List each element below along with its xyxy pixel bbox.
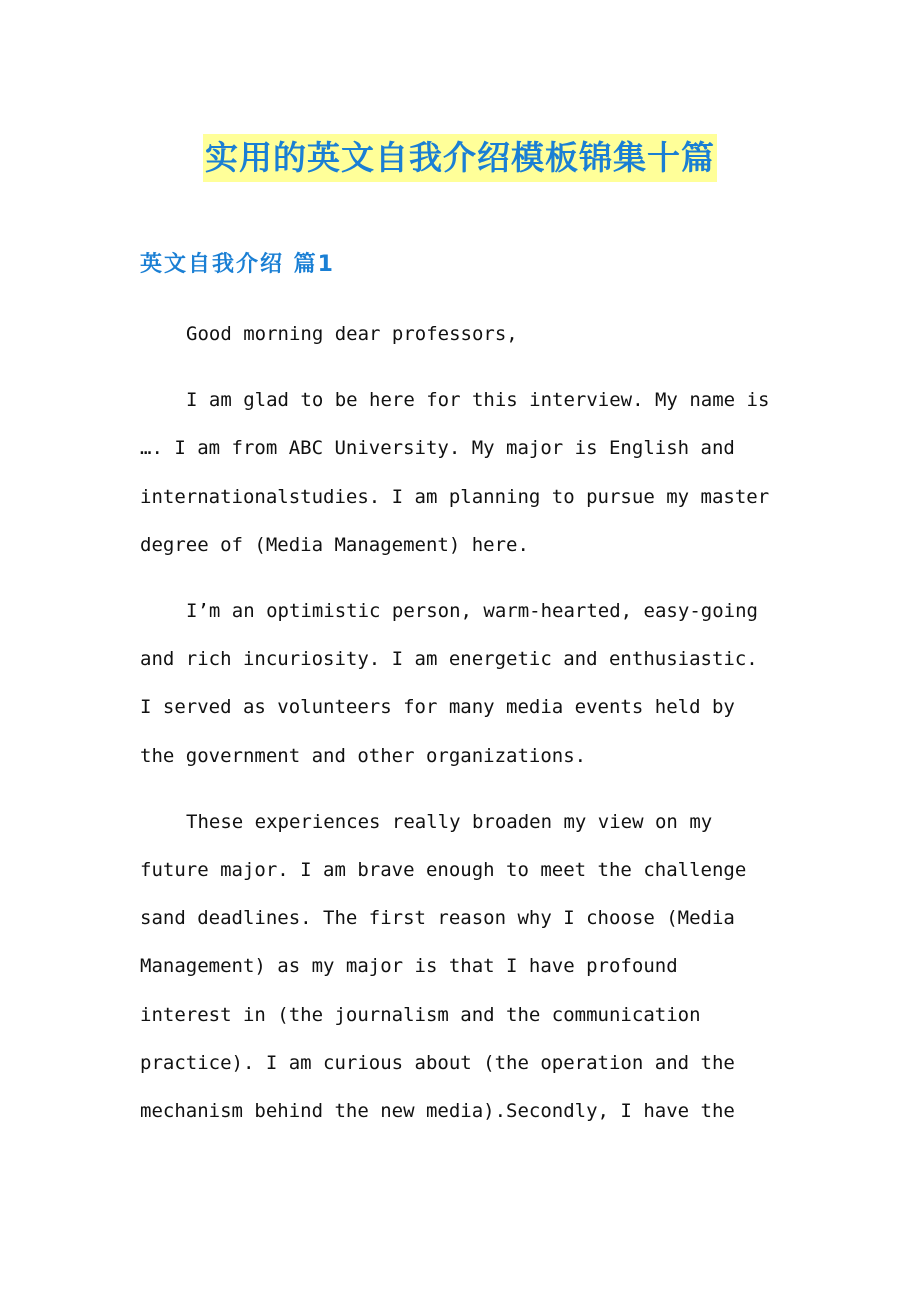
- text-line: the government and other organizations.: [140, 744, 587, 767]
- document-body: [140, 310, 800, 1153]
- text-line: future major. I am brave enough to meet the challenge: [140, 859, 747, 882]
- text-line: practice). I am curious about (the operation and the: [140, 1051, 735, 1074]
- text-line: Management) as my major is that I have profound: [140, 955, 678, 978]
- text-line: degree of (Media Management) here.: [140, 533, 529, 556]
- paragraph-experience: [140, 798, 800, 1135]
- text-line: internationalstudies. I am planning to pursue my master: [140, 485, 770, 508]
- text-line: and rich incuriosity. I am energetic and enthusiastic.: [140, 648, 758, 671]
- paragraph-introduction: [140, 376, 800, 569]
- document-title: 实用的英文自我介绍模板锦集十篇: [203, 134, 717, 182]
- paragraph-personality: [140, 587, 800, 780]
- text-line: I’m an optimistic person, warm-hearted, easy-going: [186, 600, 758, 623]
- text-line: mechanism behind the new media).Secondly, I have the: [140, 1100, 735, 1123]
- section-heading: 英文自我介绍 篇1: [140, 252, 335, 277]
- text-line: These experiences really broaden my view on my: [186, 810, 713, 833]
- paragraph-greeting: [140, 310, 800, 358]
- text-line: interest in (the journalism and the communication: [140, 1003, 701, 1026]
- title-container: [0, 134, 920, 182]
- text-line: sand deadlines. The first reason why I choose (Media: [140, 907, 735, 930]
- text-line: I served as volunteers for many media events held by: [140, 696, 735, 719]
- text-line: Good morning dear professors,: [186, 323, 518, 345]
- text-line: …. I am from ABC University. My major is English and: [140, 437, 735, 460]
- text-line: I am glad to be here for this interview. My name is: [186, 389, 770, 412]
